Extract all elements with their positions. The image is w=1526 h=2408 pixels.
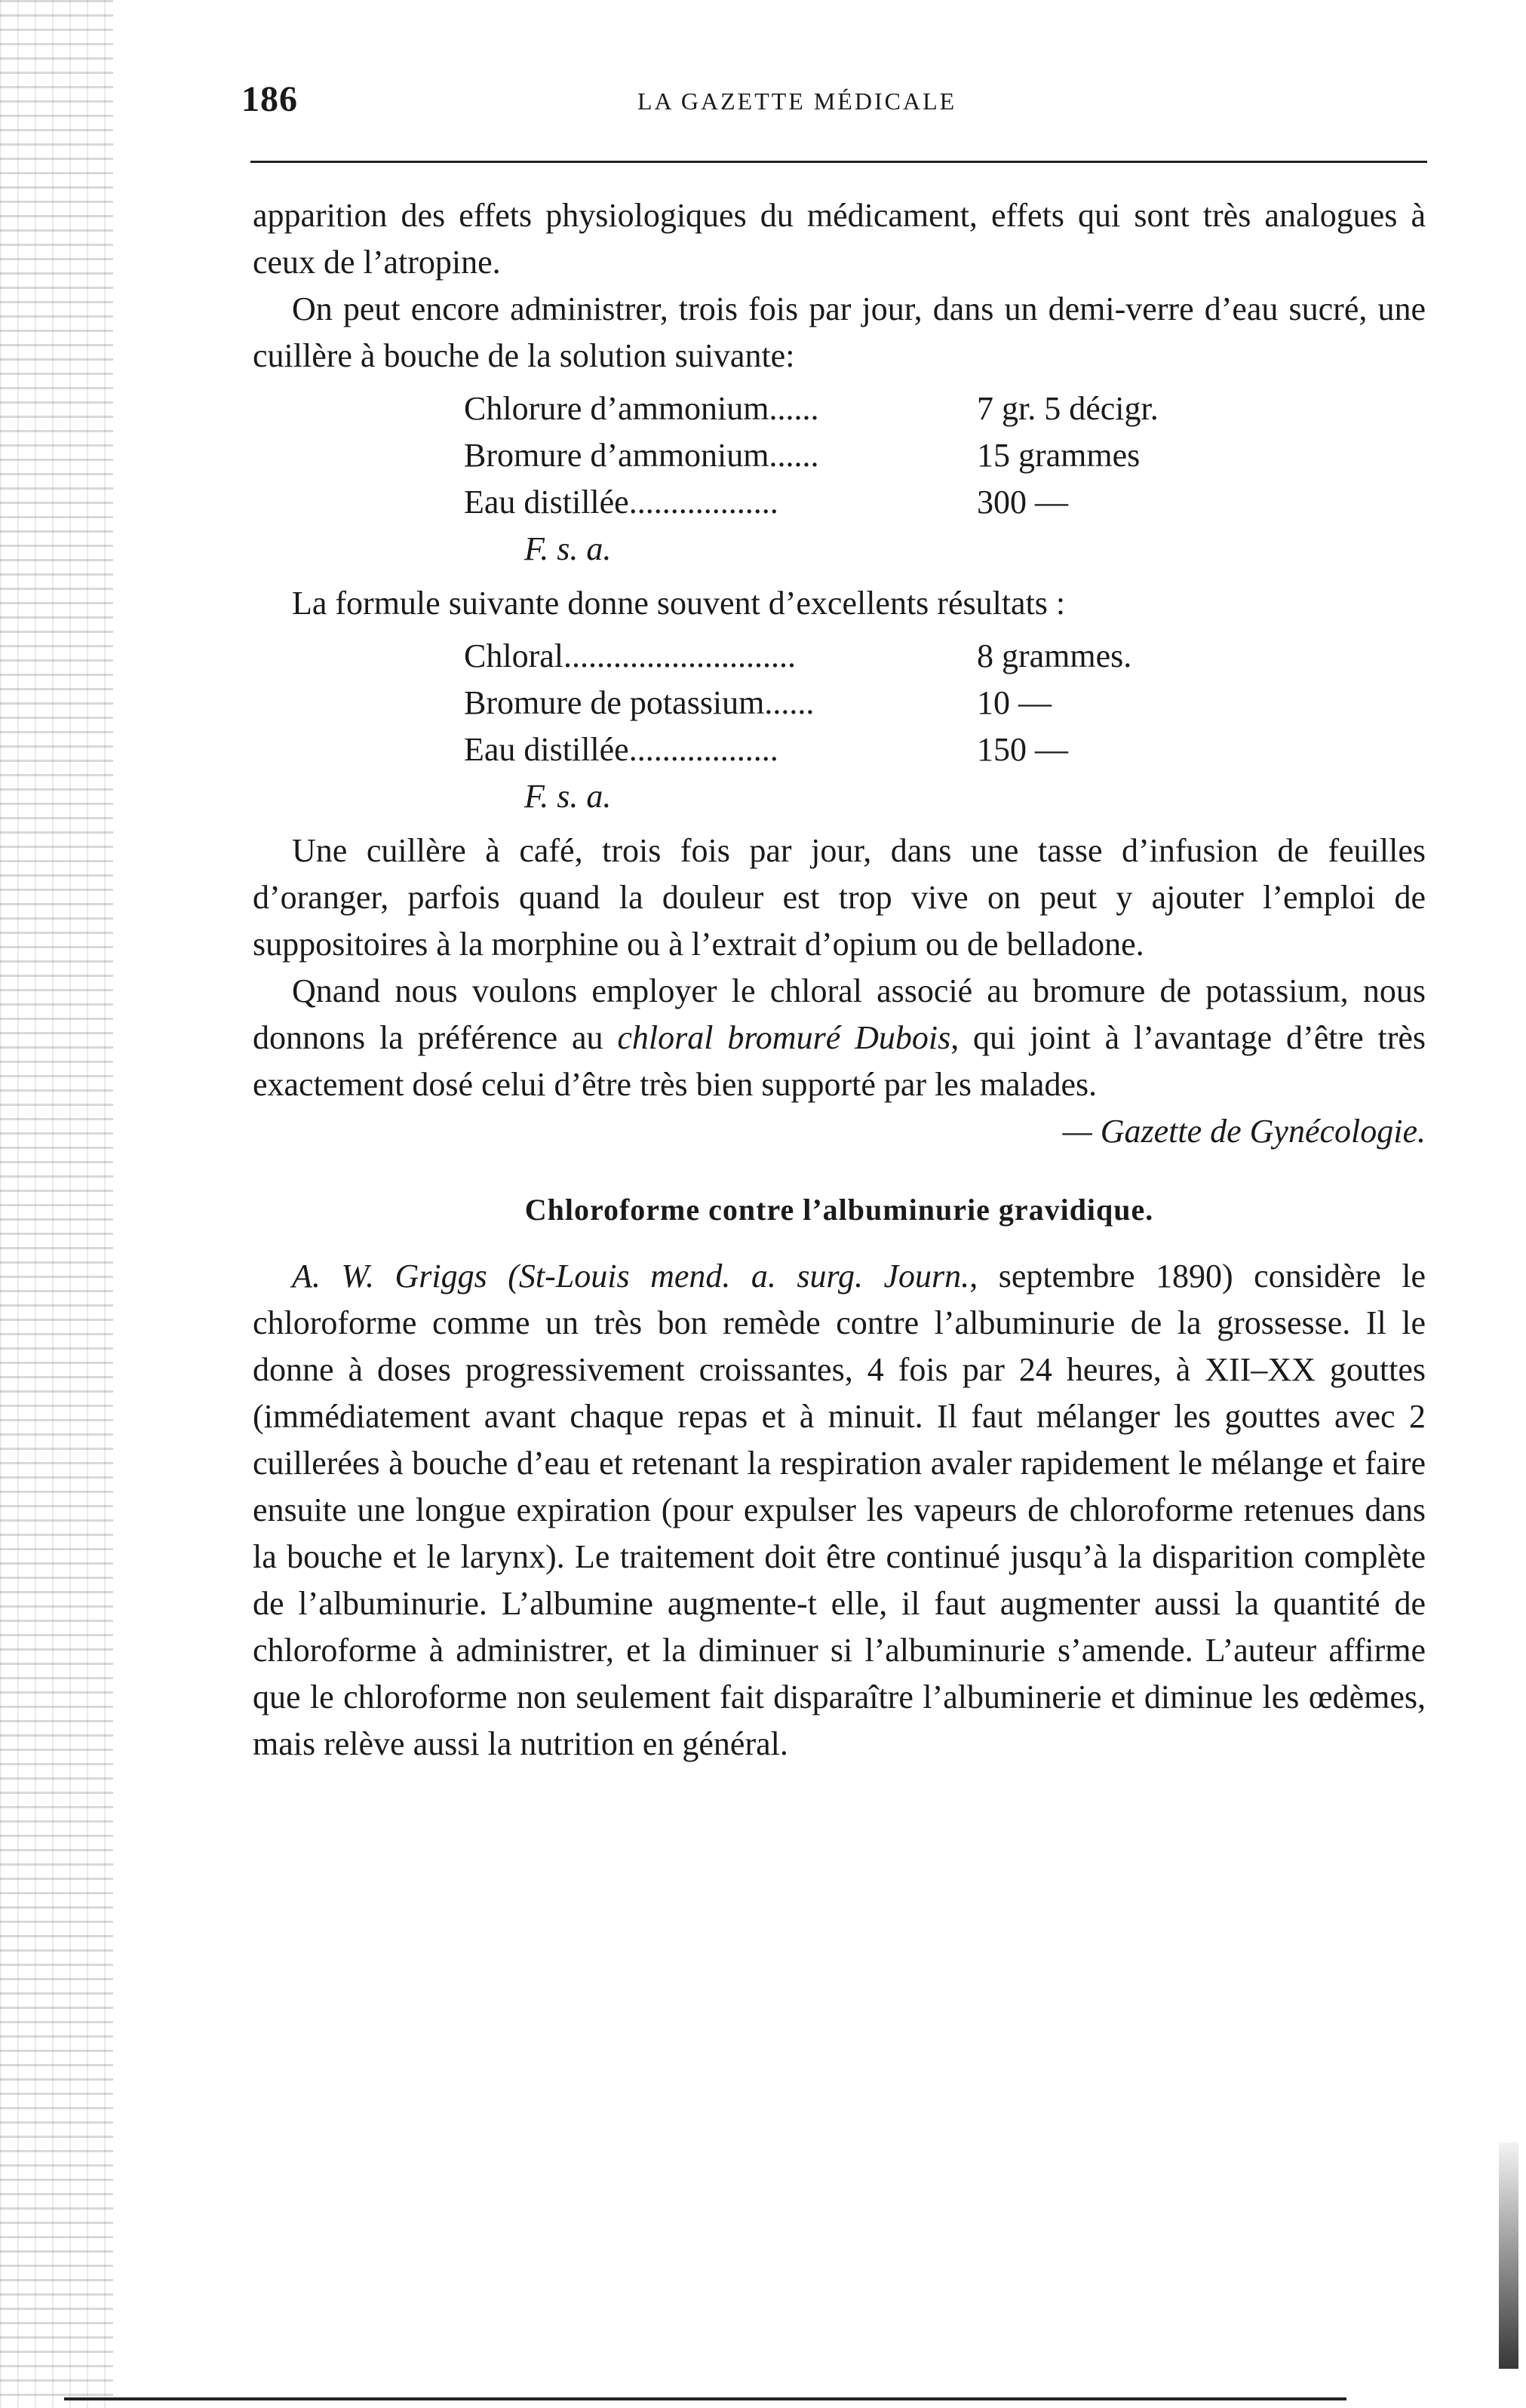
formula-dose: 7 gr. 5 décigr. — [977, 390, 1159, 427]
formula-dose: 10 — — [977, 684, 1052, 721]
paragraph-text: , septembre 1890) considère le chloroforme comme un très bon remède contre l’albuminurie de la grossesse. Il le donne à doses progressivement croissantes, 4 fois par 24 heures, à XII–XX gouttes (immédiatement avant chaque repas et à minuit. Il faut mélanger les gouttes avec 2 cuillerées à bouche d’eau et retenant la respiration avaler rapidement le mélange et faire ensuite une longue expiration (pour expulser les vapeurs de chloroforme retenues dans la bouche et le larynx). Le traitement doit être continué jusqu’à la disparition complète de l’albuminurie. L’albumine augmente-t elle, il faut augmenter aussi la quantité de chloroforme à administrer, et la diminuer si l’albuminurie s’amende. L’auteur affirme que le chloroforme non seulement fait disparaître l’albuminerie et diminue les œdèmes, mais relève aussi la nutrition en général. — [253, 1258, 1426, 1762]
formula-chloral — [464, 633, 1426, 820]
formula-row — [464, 385, 1426, 432]
paragraph-text: , qui joint à l’avantage d’être très exactement dosé celui d’être très bien supporté par les malades. — [253, 1019, 1426, 1103]
formula-ingredient: Bromure de potassium...... — [464, 684, 815, 721]
formula-row — [464, 680, 1426, 726]
bottom-rule — [64, 2397, 1346, 2400]
scanned-binding-shadow — [1499, 2142, 1518, 2369]
header-rule — [250, 161, 1427, 163]
paragraph-solution-intro: On peut encore administrer, trois fois par jour, dans un demi-verre d’eau sucré, une cuillère à bouche de la solution suivante: — [253, 290, 1426, 374]
formula-row — [464, 726, 1426, 773]
running-title: LA GAZETTE MÉDICALE — [637, 88, 957, 115]
paragraph-dosage: Une cuillère à café, trois fois par jour, dans une tasse d’infusion de feuilles d’oranger, parfois quand la douleur est trop vive on peut y ajouter l’emploi de suppositoires à la morphine ou à l’extrait d’opium ou de belladone. — [253, 832, 1426, 963]
formula-row — [464, 479, 1426, 526]
formula-dose: 150 — — [977, 731, 1068, 768]
formula-dose: 300 — — [977, 484, 1068, 521]
article-body — [253, 192, 1426, 1768]
paragraph-chloroform-treatment — [253, 1253, 1426, 1768]
source-citation: — Gazette de Gynécologie. — [1062, 1113, 1426, 1150]
author-reference: A. W. Griggs (St-Louis mend. a. surg. Journ. — [292, 1258, 970, 1295]
formula-row — [464, 432, 1426, 479]
formula-note: F. s. a. — [524, 778, 612, 815]
formula-dose: 8 grammes. — [977, 637, 1132, 674]
formula-ammonium — [464, 385, 1426, 573]
page-header — [241, 78, 1429, 124]
paragraph-text: Qnand nous voulons employer le chloral associé au bromure de potassium, nous donnons la préférence au — [253, 972, 1426, 1056]
formula-ingredient: Eau distillée.................. — [464, 731, 778, 768]
paragraph-atropine: apparition des effets physiologiques du médicament, effets qui sont très analogues à ceux de l’atropine. — [253, 197, 1426, 281]
section-title: Chloroforme contre l’albuminurie gravidique. — [524, 1193, 1154, 1227]
formula-note: F. s. a. — [524, 530, 612, 567]
formula-ingredient: Chlorure d’ammonium...... — [464, 390, 819, 427]
paragraph-chloral-bromure — [253, 968, 1426, 1108]
formula-ingredient: Eau distillée.................. — [464, 484, 778, 521]
paragraph-formula-results: La formule suivante donne souvent d’excellents résultats : — [292, 585, 1066, 622]
product-name: chloral bromuré Dubois — [617, 1019, 951, 1056]
page-number: 186 — [241, 79, 298, 119]
scanned-page-edge — [0, 0, 113, 2408]
formula-row — [464, 633, 1426, 680]
formula-ingredient: Bromure d’ammonium...... — [464, 437, 819, 474]
formula-ingredient: Chloral............................ — [464, 637, 796, 674]
formula-dose: 15 grammes — [977, 437, 1141, 474]
